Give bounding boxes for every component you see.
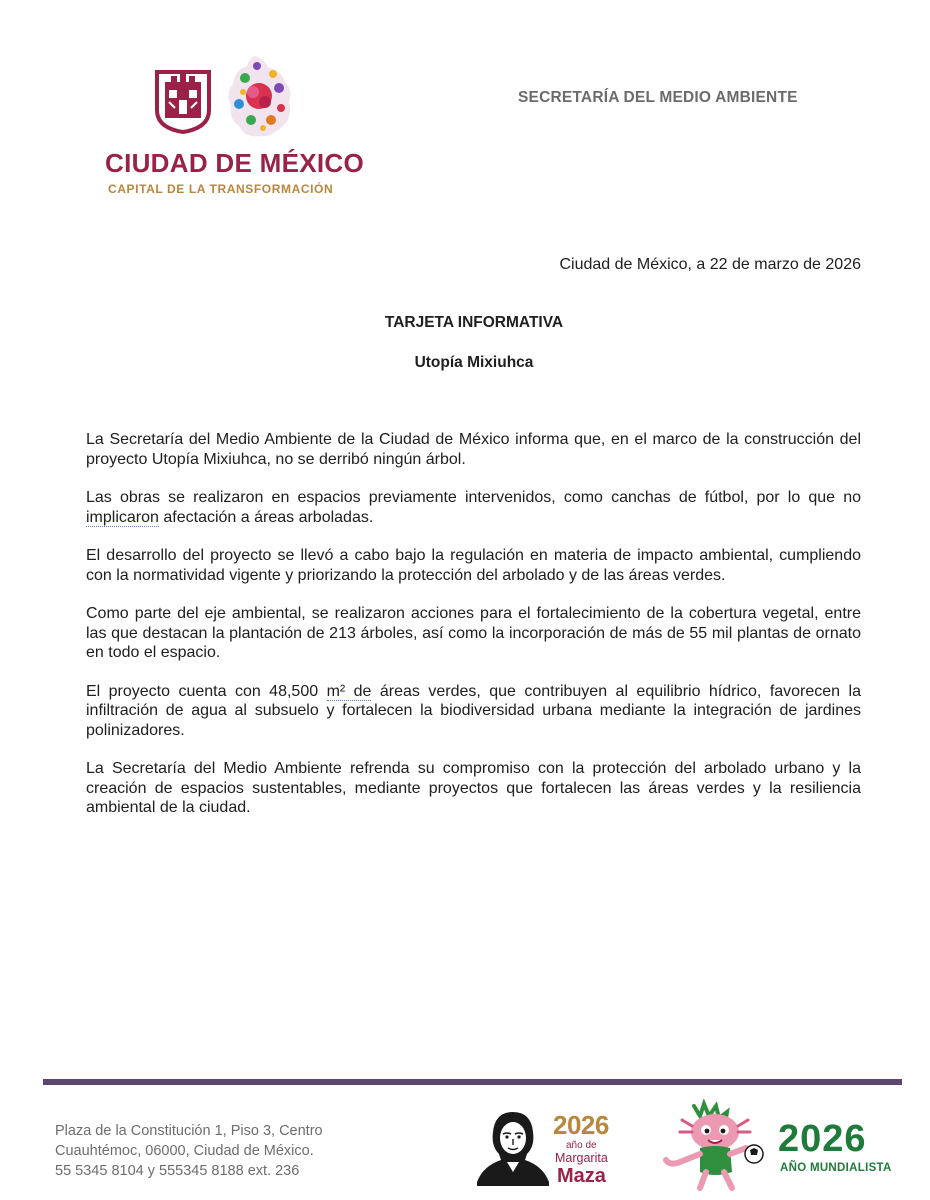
- document-subtitle: Utopía Mixiuhca: [414, 354, 534, 371]
- date-line: Ciudad de México, a 22 de marzo de 2026: [559, 256, 861, 273]
- margarita-maza-badge: [473, 1106, 623, 1186]
- paragraph-5-lead: El proyecto cuenta con 48,500: [86, 682, 319, 700]
- spellcheck-word-implicaron: implicaron: [86, 508, 159, 526]
- margarita-year: 2026: [553, 1110, 609, 1140]
- address-line: Plaza de la Constitución 1, Piso 3, Centro: [55, 1123, 323, 1139]
- cdmx-logo: [105, 52, 365, 202]
- margarita-first-name: Margarita: [555, 1151, 608, 1165]
- mundial-badge: [660, 1098, 905, 1193]
- document-title: TARJETA INFORMATIVA: [384, 314, 564, 331]
- address-line: 55 5345 8104 y 555345 8188 ext. 236: [55, 1163, 300, 1179]
- paragraph-5-rest: áreas verdes, que contribuyen al equilibrio hídrico, favorecen la infiltración de agua al subsuelo y fortalecen la biodiversidad urbana mediante la integración de jardines polinizadores.: [86, 682, 861, 739]
- city-tagline: CAPITAL DE LA TRANSFORMACIÓN: [108, 182, 334, 196]
- mundial-label: AÑO MUNDIALISTA: [780, 1162, 892, 1174]
- paragraph-4: Como parte del eje ambiental, se realizaron acciones para el fortalecimiento de la cobertura vegetal, entre las que destacan la plantación de 213 árboles, así como la incorporación de más de 55 mil plantas de ornato en todo el espacio.: [86, 605, 861, 661]
- city-seal-icon: [153, 68, 213, 134]
- city-name: CIUDAD DE MÉXICO: [105, 148, 365, 178]
- paragraph-6: La Secretaría del Medio Ambiente refrenda su compromiso con la protección del arbolado urbano y la creación de espacios sustentables, mediante proyectos que fortalecen las áreas verdes y la resiliencia ambiental de la ciudad.: [86, 760, 861, 816]
- margarita-anio-de: año de: [566, 1140, 597, 1151]
- paragraph-3: El desarrollo del proyecto se llevó a cabo bajo la regulación en materia de impacto ambiental, cumpliendo con la normatividad vigente y priorizando la protección del arbolado y de las áreas verdes.: [86, 547, 861, 584]
- paragraph-2: [86, 488, 861, 527]
- margarita-last-name: Maza: [557, 1165, 606, 1187]
- paragraph-2-lead: Las obras se realizaron en espacios previamente intervenidos, como canchas de fútbol, por lo que no: [86, 489, 861, 506]
- paragraph-1: La Secretaría del Medio Ambiente de la Ciudad de México informa que, en el marco de la construcción del proyecto Utopía Mixiuhca, no se derribó ningún árbol.: [86, 431, 861, 468]
- document-body: [86, 430, 861, 837]
- paragraph-5: [86, 682, 861, 741]
- cdmx-map-flowers-icon: [225, 54, 295, 140]
- paragraph-2-rest: afectación a áreas arboladas.: [163, 508, 374, 526]
- footer-address: [55, 1121, 323, 1181]
- address-line: Cuauhtémoc, 06000, Ciudad de México.: [55, 1143, 314, 1159]
- department-name: SECRETARÍA DEL MEDIO AMBIENTE: [518, 89, 798, 106]
- margarita-portrait-icon: [473, 1106, 553, 1186]
- spellcheck-word-m2: m² de: [326, 682, 372, 700]
- axolotl-mascot-icon: [660, 1098, 775, 1193]
- footer-divider: [43, 1079, 902, 1085]
- mundial-year: 2026: [778, 1118, 867, 1160]
